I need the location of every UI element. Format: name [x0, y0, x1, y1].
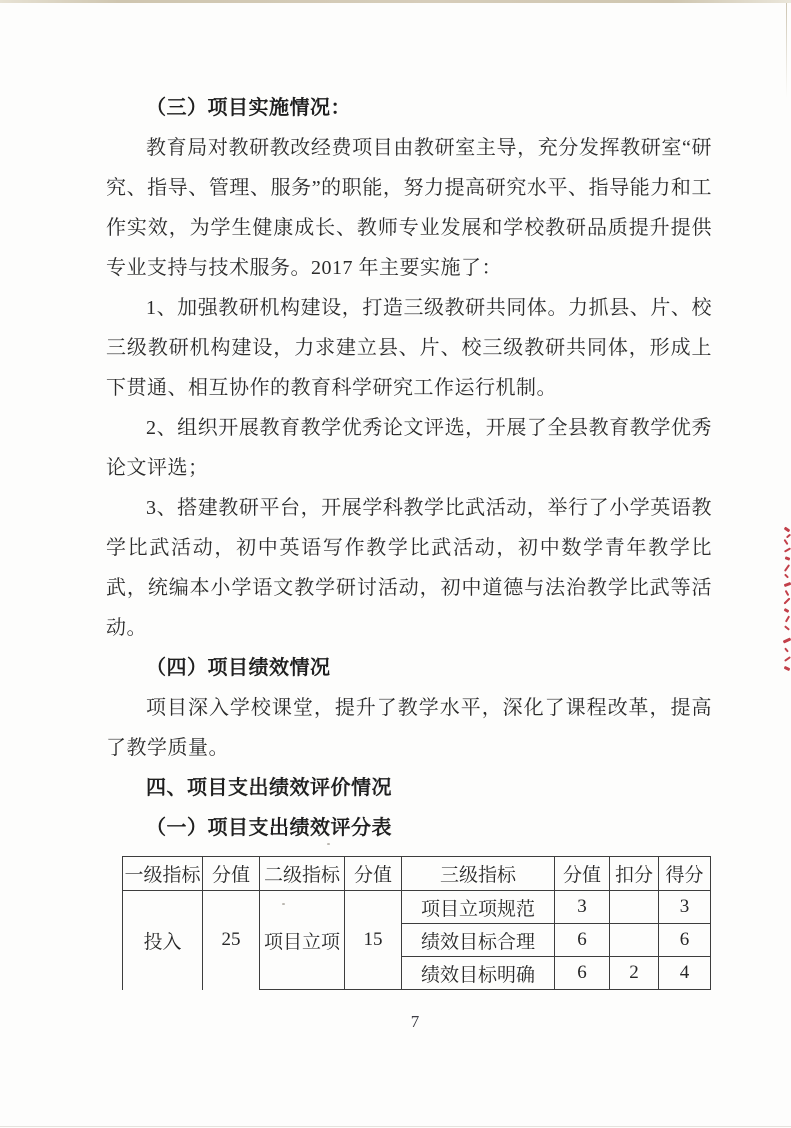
cell-score: 6 [555, 924, 610, 957]
page-number: 7 [410, 1012, 420, 1031]
heading-chapter-4: 四、项目支出绩效评价情况 [146, 777, 392, 799]
cell-deduction [610, 891, 659, 924]
cell-indicator: 绩效目标明确 [402, 957, 555, 990]
cell-deduction: 2 [610, 957, 659, 990]
cell-deduction [610, 924, 659, 957]
cell-earned: 6 [659, 924, 711, 957]
paragraph-item-1: 1、加强教研机构建设，打造三级教研共同体。力抓县、片、校三级教研机构建设，力求建立县、片、校三级教研共同体，形成上下贯通、相互协作的教育科学研究工作运行机制。 [106, 297, 712, 399]
paragraph-performance: 项目深入学校课堂，提升了教学水平，深化了课程改革，提高了教学质量。 [106, 697, 712, 759]
heading-section-4: （四）项目绩效情况 [146, 657, 331, 679]
heading-section-3: （三）项目实施情况： [146, 97, 351, 119]
cell-level2-score: 15 [345, 891, 402, 990]
header-level1-score: 分值 [203, 857, 260, 891]
red-stamp-fragment [782, 527, 791, 673]
cell-earned: 3 [659, 891, 711, 924]
header-level2-score: 分值 [345, 857, 402, 891]
cell-level1-name: 投入 [123, 891, 203, 990]
cell-score: 6 [555, 957, 610, 990]
header-level2-indicator: 二级指标 [260, 857, 345, 891]
page-bottom-edge [0, 1126, 791, 1127]
cell-indicator: 绩效目标合理 [402, 924, 555, 957]
header-level3-indicator: 三级指标 [402, 857, 555, 891]
cell-earned: 4 [659, 957, 711, 990]
header-level1-indicator: 一级指标 [123, 857, 203, 891]
table-row [123, 891, 711, 924]
cell-score: 3 [555, 891, 610, 924]
page-top-edge [0, 0, 791, 3]
header-deduction: 扣分 [610, 857, 659, 891]
performance-score-table [122, 856, 711, 990]
page-right-edge [786, 3, 787, 98]
header-level3-score: 分值 [555, 857, 610, 891]
table-header-row [123, 857, 711, 891]
cell-level2-name: 项目立项 [260, 891, 345, 990]
heading-chapter-4-1: （一）项目支出绩效评分表 [146, 817, 392, 839]
paragraph-item-2: 2、组织开展教育教学优秀论文评选，开展了全县教育教学优秀论文评选； [106, 417, 712, 479]
paragraph-item-3: 3、搭建教研平台，开展学科教学比武活动，举行了小学英语教学比武活动，初中英语写作教学比武活动，初中数学青年教学比武，统编本小学语文教学研讨活动，初中道德与法治教学比武等活动。 [106, 497, 712, 639]
header-earned: 得分 [659, 857, 711, 891]
cell-indicator: 项目立项规范 [402, 891, 555, 924]
paragraph-intro: 教育局对教研教改经费项目由教研室主导，充分发挥教研室“研究、指导、管理、服务”的职能，努力提高研究水平、指导能力和工作实效，为学生健康成长、教师专业发展和学校教研品质提升提供专业支持与技术服务。2017 年主要实施了： [106, 137, 712, 279]
document-body [106, 88, 712, 848]
cell-level1-score: 25 [203, 891, 260, 990]
